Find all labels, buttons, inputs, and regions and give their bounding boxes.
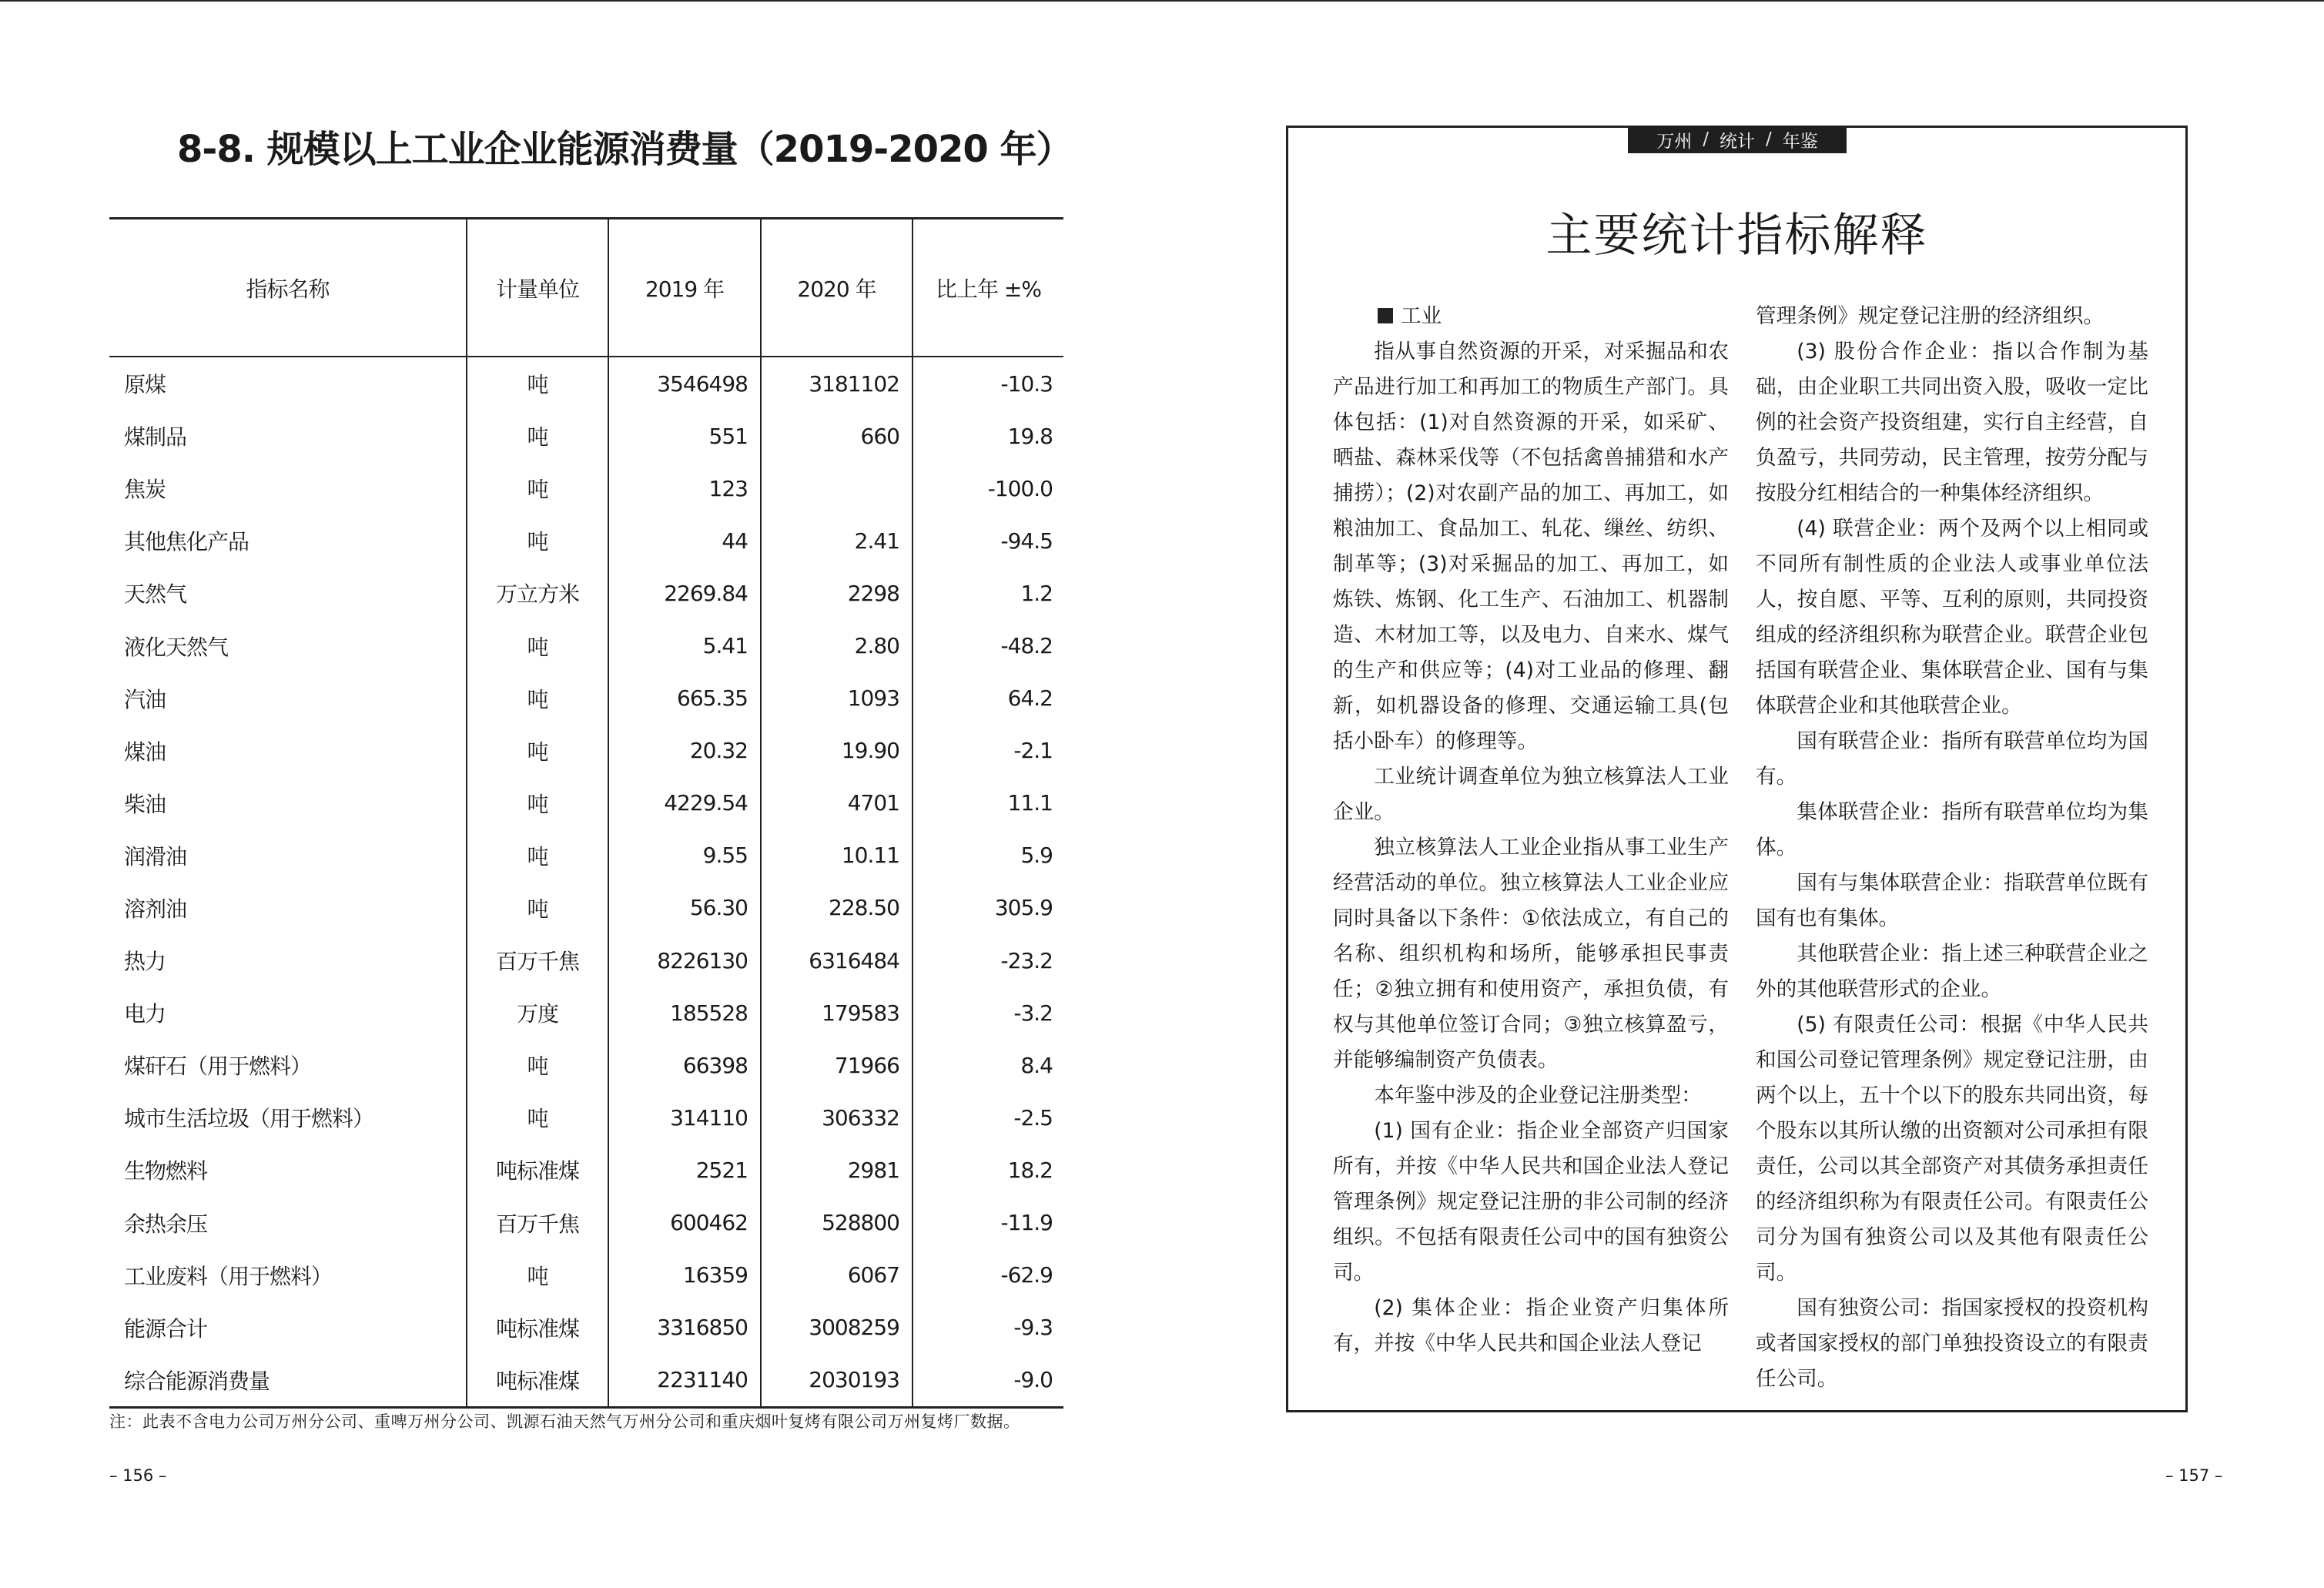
- cell-indicator-name: 电力: [109, 987, 467, 1039]
- cell-value-2019: 2269.84: [608, 567, 761, 619]
- cell-value-2020: 3008259: [761, 1302, 913, 1354]
- cell-indicator-name: 能源合计: [109, 1302, 467, 1354]
- table-title: 8-8. 规模以上工业企业能源消费量（2019-2020 年）: [177, 128, 1073, 171]
- cell-value-2020: 528800: [761, 1197, 913, 1249]
- paragraph: 本年鉴中涉及的企业登记注册类型：: [1374, 1084, 1702, 1107]
- cell-value-2019: 8226130: [608, 934, 761, 987]
- cell-unit: 吨: [467, 462, 608, 514]
- table-row: [109, 777, 1063, 829]
- cell-indicator-name: 工业废料（用于燃料）: [109, 1249, 467, 1302]
- banner-word-yearbook: 年鉴: [1782, 131, 1818, 152]
- cell-unit: 吨: [467, 1091, 608, 1144]
- cell-unit: 吨: [467, 1039, 608, 1091]
- cell-change: 305.9: [994, 895, 1053, 921]
- paragraph: (1) 国有企业：指企业全部资产归国家所有，并按《中华人民共和国企业法人登记管理条例》规定登记注册的非公司制的经济组织。不包括有限责任公司中的国有独资公司。: [1333, 1119, 1729, 1285]
- cell-unit: 吨: [467, 410, 608, 462]
- banner-word-wanzhou: 万州: [1656, 131, 1693, 152]
- cell-indicator-name: 煤油: [109, 725, 467, 777]
- cell-unit: 吨: [467, 514, 608, 567]
- cell-value-2020: 6316484: [761, 934, 913, 987]
- cell-value-2019: 56.30: [608, 882, 761, 934]
- page-number-left: – 156 –: [109, 1466, 167, 1485]
- cell-change: -94.5: [1000, 528, 1053, 554]
- cell-value-2019: 665.35: [608, 672, 761, 725]
- cell-change: -9.0: [913, 1354, 1063, 1408]
- table-header-row: [109, 219, 1063, 357]
- table-row: [109, 1091, 1063, 1144]
- cell-unit: 百万千焦: [467, 1197, 608, 1249]
- cell-value-2019: 20.32: [608, 725, 761, 777]
- cell-value-2019: 551: [608, 410, 761, 462]
- cell-value-2019: 2521: [608, 1144, 761, 1196]
- cell-indicator-name: 柴油: [109, 777, 467, 829]
- cell-value-2020: 2.41: [761, 514, 913, 567]
- section-heading-text: 工业: [1401, 304, 1442, 328]
- cell-change: -11.9: [1000, 1210, 1053, 1236]
- cell-unit: 吨: [467, 672, 608, 725]
- cell-change: -3.2: [1013, 1000, 1053, 1026]
- cell-value-2019: 66398: [608, 1039, 761, 1091]
- section-heading: [1333, 299, 1729, 334]
- text-column-right: [1756, 299, 2148, 1397]
- cell-indicator-name: 焦炭: [109, 462, 467, 514]
- table-row: [109, 357, 1063, 410]
- cell-change: 19.8: [1007, 423, 1053, 449]
- cell-indicator-name: 汽油: [109, 672, 467, 725]
- cell-change: -2.5: [1013, 1104, 1053, 1131]
- cell-value-2020: [761, 462, 913, 514]
- cell-unit: 吨: [467, 1249, 608, 1302]
- table-row: [109, 410, 1063, 462]
- cell-value-2019: 314110: [608, 1091, 761, 1144]
- paragraph: 国有与集体联营企业：指联营单位既有国有也有集体。: [1756, 871, 2148, 930]
- cell-value-2019: 3316850: [608, 1302, 761, 1354]
- table-row: [109, 1197, 1063, 1249]
- cell-change: -10.3: [1000, 370, 1053, 397]
- cell-unit: 百万千焦: [467, 934, 608, 987]
- header-2019: 2019 年: [608, 219, 761, 357]
- cell-value-2019: 2231140: [608, 1354, 761, 1408]
- cell-value-2020: 1093: [761, 672, 913, 725]
- paragraph: 工业统计调查单位为独立核算法人工业企业。: [1333, 765, 1729, 824]
- cell-change: 5.9: [1020, 843, 1053, 869]
- cell-change: -100.0: [987, 475, 1053, 501]
- cell-value-2020: 10.11: [761, 829, 913, 882]
- cell-indicator-name: 综合能源消费量: [109, 1354, 467, 1408]
- cell-value-2020: 2.80: [761, 619, 913, 672]
- cell-indicator-name: 煤制品: [109, 410, 467, 462]
- table-row: [109, 619, 1063, 672]
- cell-value-2020: 19.90: [761, 725, 913, 777]
- cell-change: 11.1: [1007, 790, 1053, 816]
- table-row: [109, 725, 1063, 777]
- cell-value-2019: 16359: [608, 1249, 761, 1302]
- cell-indicator-name: 天然气: [109, 567, 467, 619]
- cell-change: 8.4: [1020, 1052, 1053, 1078]
- paragraph: 集体联营企业：指所有联营单位均为集体。: [1756, 800, 2148, 859]
- cell-value-2019: 600462: [608, 1197, 761, 1249]
- cell-indicator-name: 液化天然气: [109, 619, 467, 672]
- banner-separator: /: [1703, 129, 1709, 149]
- cell-indicator-name: 润滑油: [109, 829, 467, 882]
- table-row: [109, 987, 1063, 1039]
- cell-unit: 万立方米: [467, 567, 608, 619]
- cell-value-2020: 3181102: [761, 357, 913, 410]
- cell-unit: 吨标准煤: [467, 1302, 608, 1354]
- cell-value-2020: 2030193: [761, 1354, 913, 1408]
- cell-change: -62.9: [1000, 1262, 1053, 1288]
- cell-indicator-name: 城市生活垃圾（用于燃料）: [109, 1091, 467, 1144]
- paragraph: 国有联营企业：指所有联营单位均为国有。: [1756, 729, 2148, 789]
- cell-value-2020: 4701: [761, 777, 913, 829]
- cell-unit: 吨标准煤: [467, 1354, 608, 1408]
- header-change: 比上年 ±%: [913, 219, 1063, 357]
- cell-value-2020: 179583: [761, 987, 913, 1039]
- paragraph: (2) 集体企业：指企业资产归集体所有，并按《中华人民共和国企业法人登记: [1333, 1296, 1729, 1355]
- cell-indicator-name: 溶剂油: [109, 882, 467, 934]
- paragraph: 国有独资公司：指国家授权的投资机构或者国家授权的部门单独投资设立的有限责任公司。: [1756, 1296, 2148, 1391]
- cell-indicator-name: 原煤: [109, 357, 467, 410]
- cell-change: -48.2: [1000, 633, 1053, 659]
- cell-change: -2.1: [1013, 738, 1053, 764]
- cell-indicator-name: 煤矸石（用于燃料）: [109, 1039, 467, 1091]
- cell-unit: 吨标准煤: [467, 1144, 608, 1196]
- text-column-left: [1333, 299, 1729, 1362]
- table-row: [109, 1354, 1063, 1408]
- header-unit: 计量单位: [467, 219, 608, 357]
- cell-indicator-name: 生物燃料: [109, 1144, 467, 1196]
- cell-value-2020: 660: [761, 410, 913, 462]
- table-row: [109, 462, 1063, 514]
- cell-value-2020: 228.50: [761, 882, 913, 934]
- table-row: [109, 1249, 1063, 1302]
- cell-value-2019: 4229.54: [608, 777, 761, 829]
- banner-separator: /: [1766, 129, 1772, 149]
- paragraph: (3) 股份合作企业：指以合作制为基础，由企业职工共同出资入股，吸收一定比例的社会资产投资组建，实行自主经营，自负盈亏，共同劳动，民主管理，按劳分配与按股分红相结合的一种集体经济组织。: [1756, 340, 2148, 505]
- header-2020: 2020 年: [761, 219, 913, 357]
- table-row: [109, 1144, 1063, 1196]
- paragraph: 指从事自然资源的开采，对采掘品和农产品进行加工和再加工的物质生产部门。具体包括：(1)对自然资源的开采，如采矿、晒盐、森林采伐等（不包括禽兽捕猎和水产捕捞）；(2)对农副产品的加工、再加工，如粮油加工、食品加工、轧花、缫丝、纺织、制革等；(3)对采掘品的加工、再加工，如炼铁、炼钢、化工生产、石油加工、机器制造、木材加工等，以及电力、自来水、煤气的生产和供应等；(4)对工业品的修理、翻新，如机器设备的修理、交通运输工具(包括小卧车）的修理等。: [1333, 340, 1729, 753]
- page-number-right: – 157 –: [2165, 1466, 2223, 1485]
- cell-value-2019: 5.41: [608, 619, 761, 672]
- cell-value-2019: 185528: [608, 987, 761, 1039]
- cell-value-2020: 6067: [761, 1249, 913, 1302]
- square-bullet-icon: [1378, 308, 1393, 323]
- cell-change: -23.2: [1000, 947, 1053, 973]
- header-indicator-name: 指标名称: [109, 219, 467, 357]
- paragraph: 其他联营企业：指上述三种联营企业之外的其他联营形式的企业。: [1756, 942, 2148, 1001]
- cell-value-2019: 3546498: [608, 357, 761, 410]
- cell-unit: 吨: [467, 357, 608, 410]
- paragraph: 独立核算法人工业企业指从事工业生产经营活动的单位。独立核算法人工业企业应同时具备以下条件：①依法成立，有自己的名称、组织机构和场所，能够承担民事责任；②独立拥有和使用资产，承担负债，有权与其他单位签订合同；③独立核算盈亏，并能够编制资产负债表。: [1333, 836, 1729, 1072]
- cell-value-2020: 306332: [761, 1091, 913, 1144]
- table-note: 注：此表不含电力公司万州分公司、重啤万州分公司、凯源石油天然气万州分公司和重庆烟叶复烤有限公司万州复烤厂数据。: [109, 1412, 1020, 1431]
- cell-value-2019: 44: [608, 514, 761, 567]
- paragraph: (5) 有限责任公司：根据《中华人民共和国公司登记管理条例》规定登记注册，由两个以上，五十个以下的股东共同出资，每个股东以其所认缴的出资额对公司承担有限责任，公司以其全部资产对其债务承担责任的经济组织称为有限责任公司。有限责任公司分为国有独资公司以及其他有限责任公司。: [1756, 1013, 2148, 1285]
- cell-value-2020: 2981: [761, 1144, 913, 1196]
- table-row: [109, 514, 1063, 567]
- cell-unit: 吨: [467, 725, 608, 777]
- table-row: [109, 1302, 1063, 1354]
- cell-unit: 吨: [467, 777, 608, 829]
- cell-value-2019: 9.55: [608, 829, 761, 882]
- cell-unit: 吨: [467, 619, 608, 672]
- table-body: [109, 357, 1063, 1407]
- cell-unit: 吨: [467, 882, 608, 934]
- yearbook-banner: [1628, 126, 1847, 153]
- paragraph: (4) 联营企业：两个及两个以上相同或不同所有制性质的企业法人或事业单位法人，按自愿、平等、互利的原则，共同投资组成的经济组织称为联营企业。联营企业包括国有联营企业、集体联营企业、国有与集体联营企业和其他联营企业。: [1756, 517, 2148, 718]
- cell-value-2020: 2298: [761, 567, 913, 619]
- cell-unit: 吨: [467, 829, 608, 882]
- cell-value-2019: 123: [608, 462, 761, 514]
- cell-change: 64.2: [1007, 685, 1053, 712]
- explanation-title: 主要统计指标解释: [1545, 209, 1928, 263]
- table-row: [109, 567, 1063, 619]
- table-row: [109, 934, 1063, 987]
- banner-word-statistics: 统计: [1720, 131, 1755, 152]
- cell-value-2020: 71966: [761, 1039, 913, 1091]
- paragraph: 管理条例》规定登记注册的经济组织。: [1756, 304, 2105, 328]
- table-row: [109, 672, 1063, 725]
- table-row: [109, 882, 1063, 934]
- cell-unit: 万度: [467, 987, 608, 1039]
- cell-change: -9.3: [1013, 1315, 1053, 1341]
- cell-change: 18.2: [1007, 1157, 1053, 1183]
- table-row: [109, 829, 1063, 882]
- cell-indicator-name: 其他焦化产品: [109, 514, 467, 567]
- cell-indicator-name: 余热余压: [109, 1197, 467, 1249]
- cell-indicator-name: 热力: [109, 934, 467, 987]
- energy-consumption-table: [109, 217, 1063, 1409]
- table-row: [109, 1039, 1063, 1091]
- cell-change: 1.2: [1020, 580, 1053, 606]
